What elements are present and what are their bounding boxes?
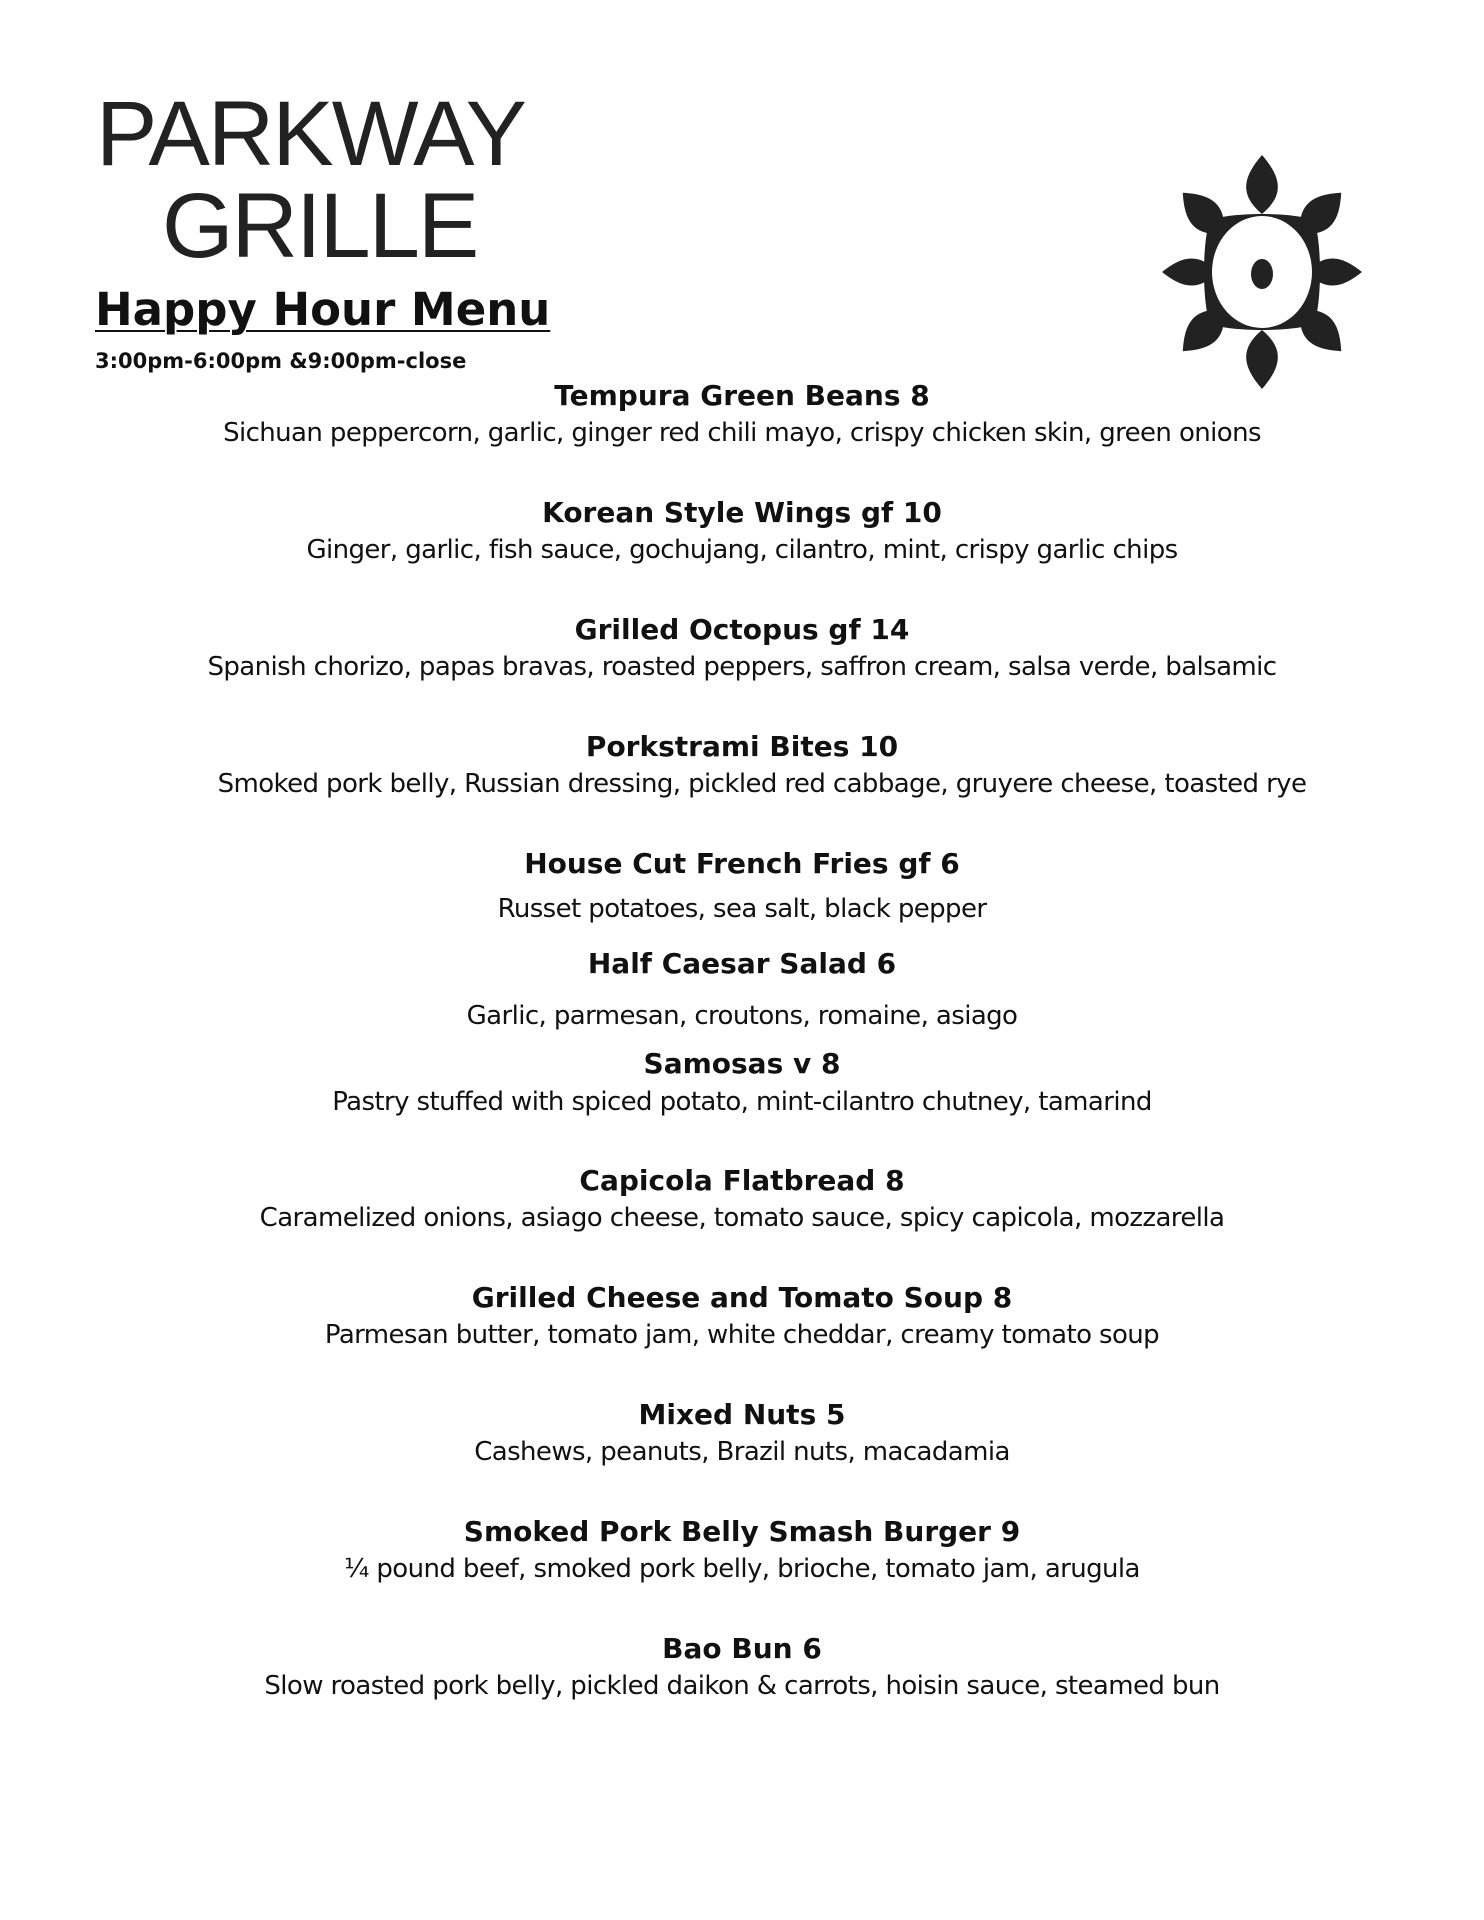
menu-item-name: Tempura Green Beans 8 <box>554 379 930 412</box>
menu-item-name: House Cut French Fries gf 6 <box>524 847 960 880</box>
menu-item-desc: Spanish chorizo, papas bravas, roasted peppers, saffron cream, salsa verde, balsamic <box>207 652 1277 682</box>
menu-item-desc: Parmesan butter, tomato jam, white cheddar, creamy tomato soup <box>324 1320 1160 1350</box>
menu-item-name: Smoked Pork Belly Smash Burger 9 <box>463 1515 1021 1548</box>
menu-item-name: Grilled Cheese and Tomato Soup 8 <box>471 1281 1013 1314</box>
brand-line-2: GRILLE <box>162 175 478 277</box>
menu-title: Happy Hour Menu <box>95 283 551 336</box>
menu-item-name: Mixed Nuts 5 <box>638 1398 846 1431</box>
menu-item-desc: Pastry stuffed with spiced potato, mint-cilantro chutney, tamarind <box>332 1087 1152 1117</box>
brand-logo <box>96 83 526 277</box>
menu-item-desc: Cashews, peanuts, Brazil nuts, macadamia <box>474 1437 1010 1467</box>
menu-item-desc: Sichuan peppercorn, garlic, ginger red chili mayo, crispy chicken skin, green onions <box>223 418 1261 448</box>
menu-item-name: Grilled Octopus gf 14 <box>574 613 910 646</box>
flower-logo-icon <box>1162 155 1362 390</box>
menu-item-desc: Slow roasted pork belly, pickled daikon & carrots, hoisin sauce, steamed bun <box>264 1671 1220 1701</box>
menu-item-desc: ¼ pound beef, smoked pork belly, brioche, tomato jam, arugula <box>344 1554 1140 1584</box>
menu-item-desc: Ginger, garlic, fish sauce, gochujang, cilantro, mint, crispy garlic chips <box>306 535 1178 565</box>
menu-item-desc: Russet potatoes, sea salt, black pepper <box>497 894 987 924</box>
menu-item-name: Porkstrami Bites 10 <box>585 730 899 763</box>
menu-item-desc: Smoked pork belly, Russian dressing, pickled red cabbage, gruyere cheese, toasted rye <box>217 769 1307 799</box>
menu-item-name: Korean Style Wings gf 10 <box>542 496 942 529</box>
brand-line-1: PARKWAY <box>96 83 526 185</box>
menu-item-name: Half Caesar Salad 6 <box>587 947 897 980</box>
hours-text: 3:00pm-6:00pm &9:00pm-close <box>95 349 467 373</box>
menu-item-name: Capicola Flatbread 8 <box>579 1164 905 1197</box>
menu-item-desc: Garlic, parmesan, croutons, romaine, asiago <box>466 1001 1018 1031</box>
menu-item-name: Bao Bun 6 <box>662 1632 822 1665</box>
menu-item-desc: Caramelized onions, asiago cheese, tomato sauce, spicy capicola, mozzarella <box>259 1203 1225 1233</box>
menu-item-name: Samosas v 8 <box>643 1047 841 1080</box>
